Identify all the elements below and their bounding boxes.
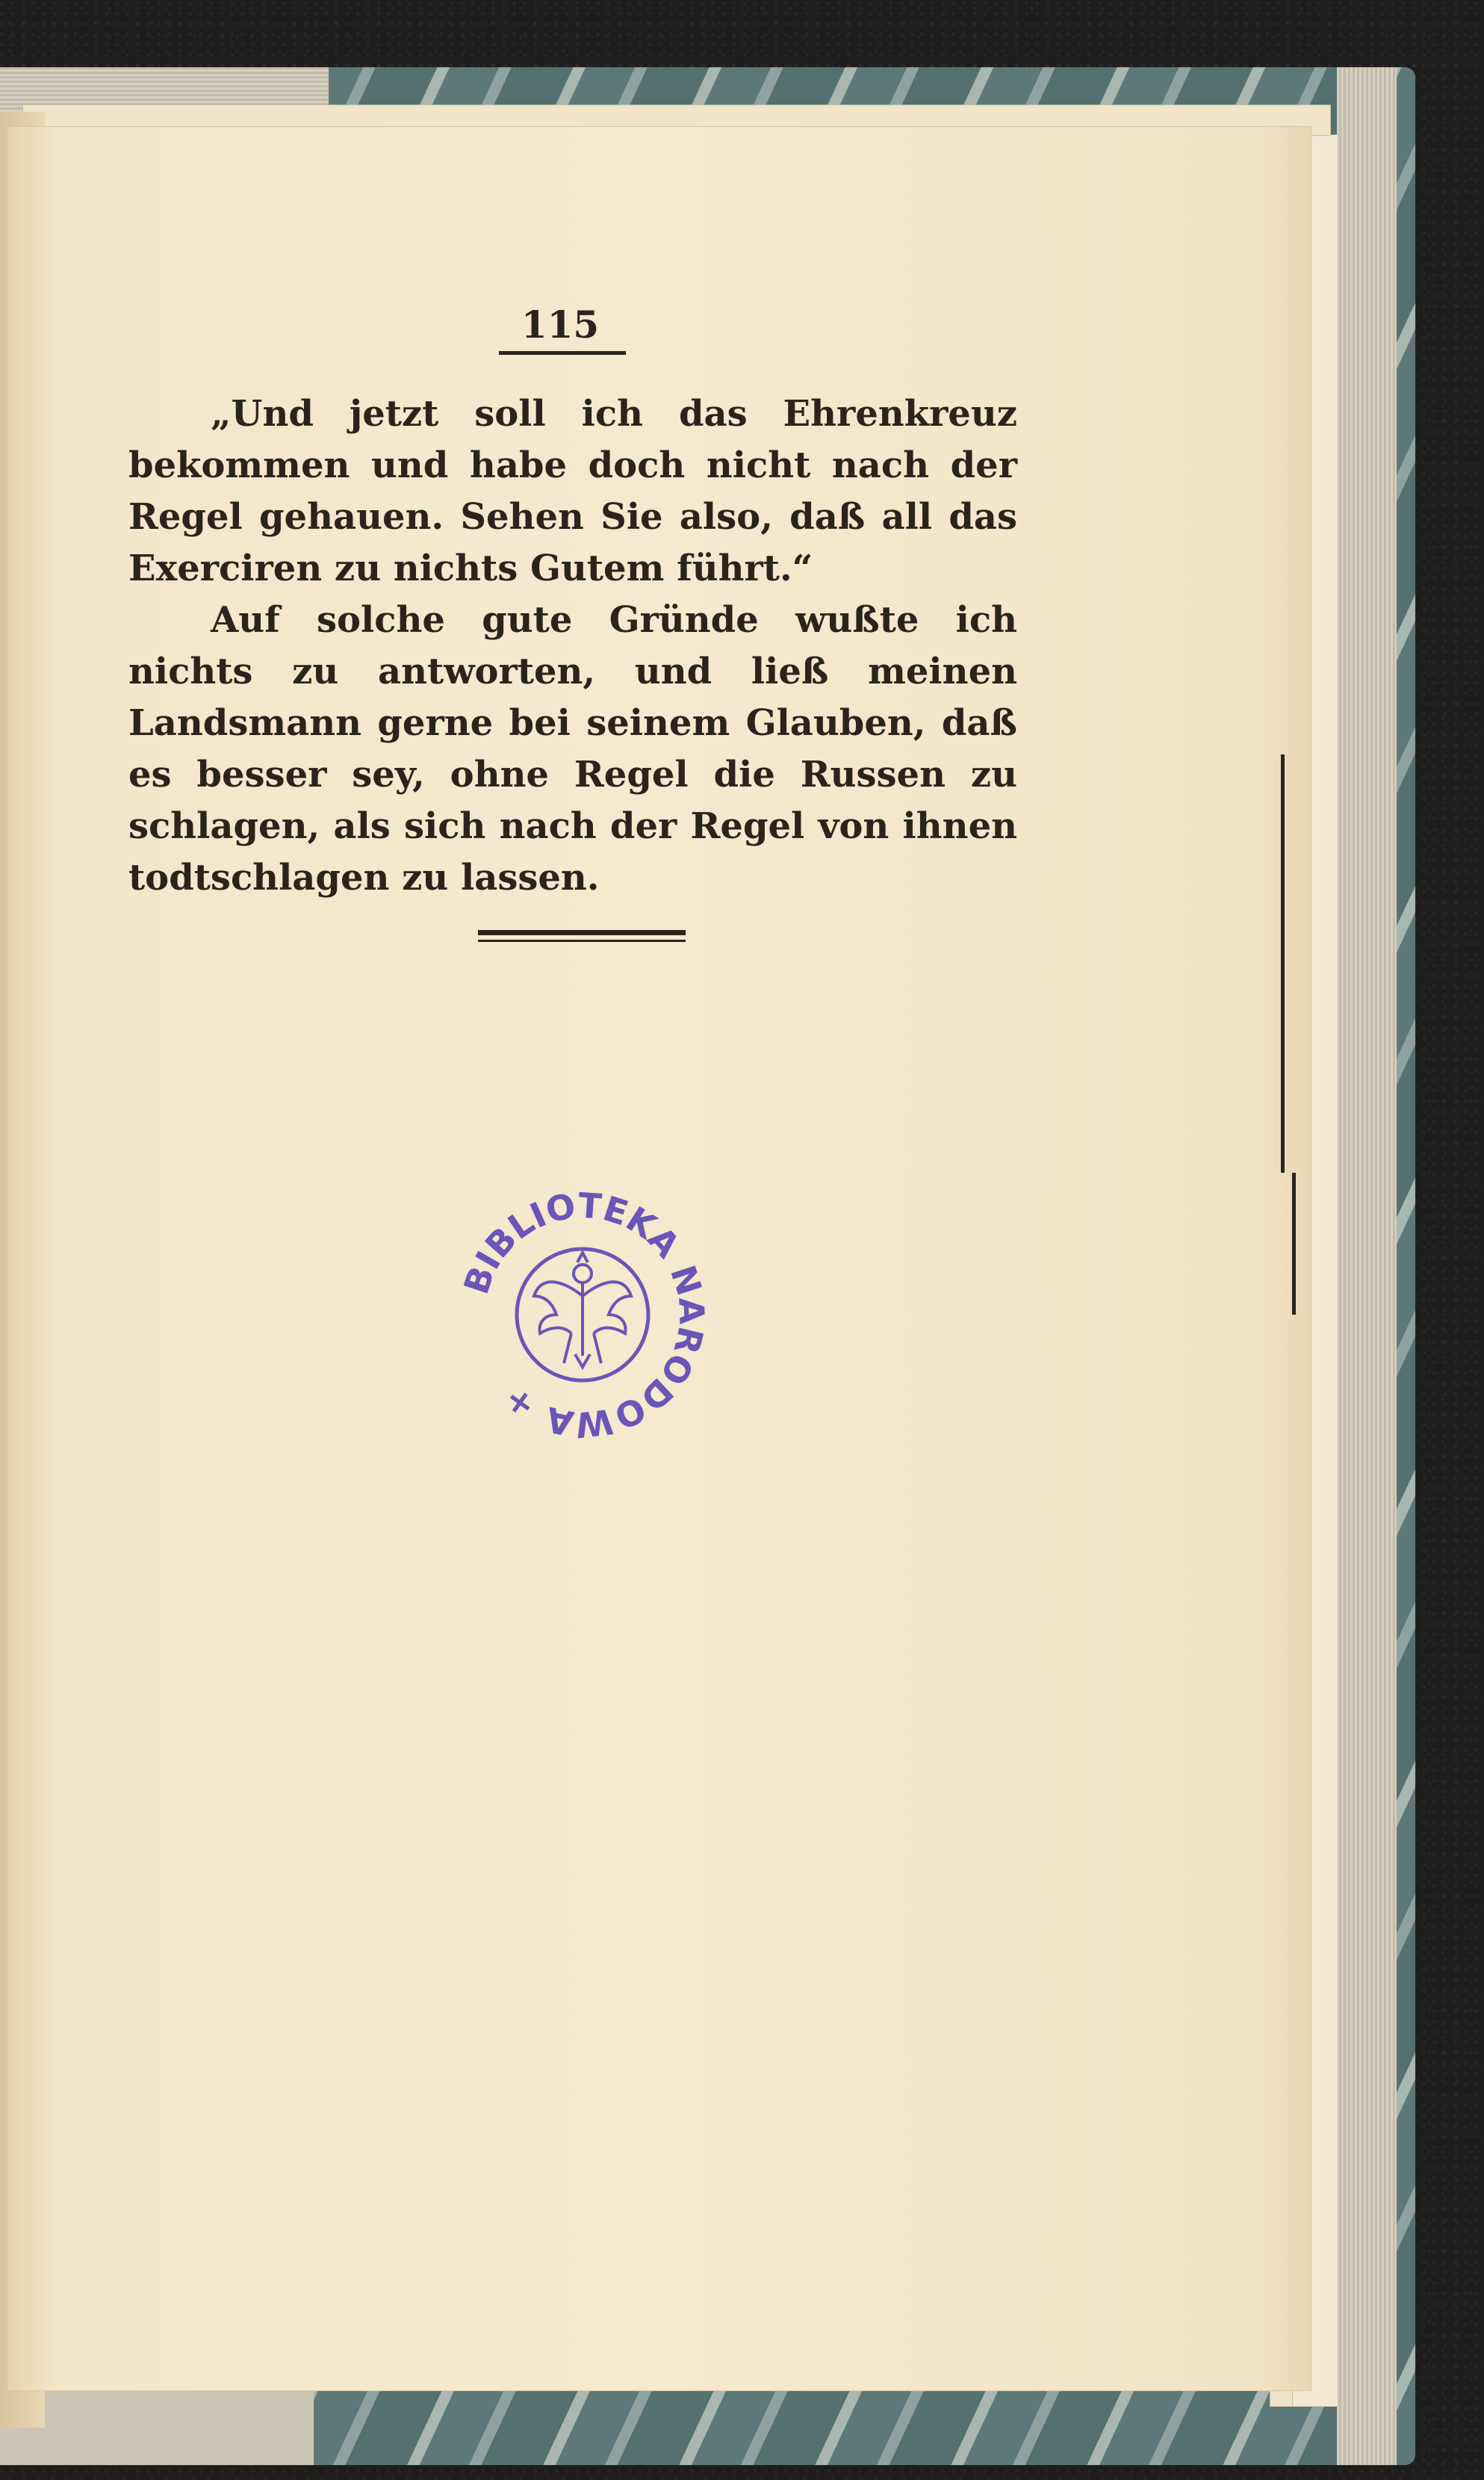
end-rule-thin xyxy=(478,940,686,942)
page-number: 115 xyxy=(521,303,600,347)
stamp-graphic xyxy=(452,1184,713,1445)
paragraph: „Und jetzt soll ich das Ehrenkreuz bekommen und habe doch nicht nach der Regel gehauen. Sehen Sie also, daß all das Exerciren zu nichts Gutem führt.“ xyxy=(128,393,1017,589)
stamp-lettering: BIBLIOTEKA NARODOWA + xyxy=(456,1185,712,1445)
page-text xyxy=(128,388,1017,904)
eagle-icon xyxy=(534,1253,631,1367)
paragraph: Auf solche gute Gründe wußte ich nichts zu antworten, und ließ meinen Landsmann gerne bei seinem Glauben, daß es besser sey, ohne Regel die Russen zu schlagen, als sich nach der Regel von ihnen todtschlagen zu lassen. xyxy=(128,599,1017,899)
page-edge-shadow xyxy=(1292,1173,1296,1315)
page-edge-shadow xyxy=(1281,754,1285,1173)
end-rule-thick xyxy=(478,930,686,935)
linen-edge xyxy=(1337,67,1397,2465)
library-stamp xyxy=(452,1184,713,1445)
page-number-underline xyxy=(499,351,626,355)
